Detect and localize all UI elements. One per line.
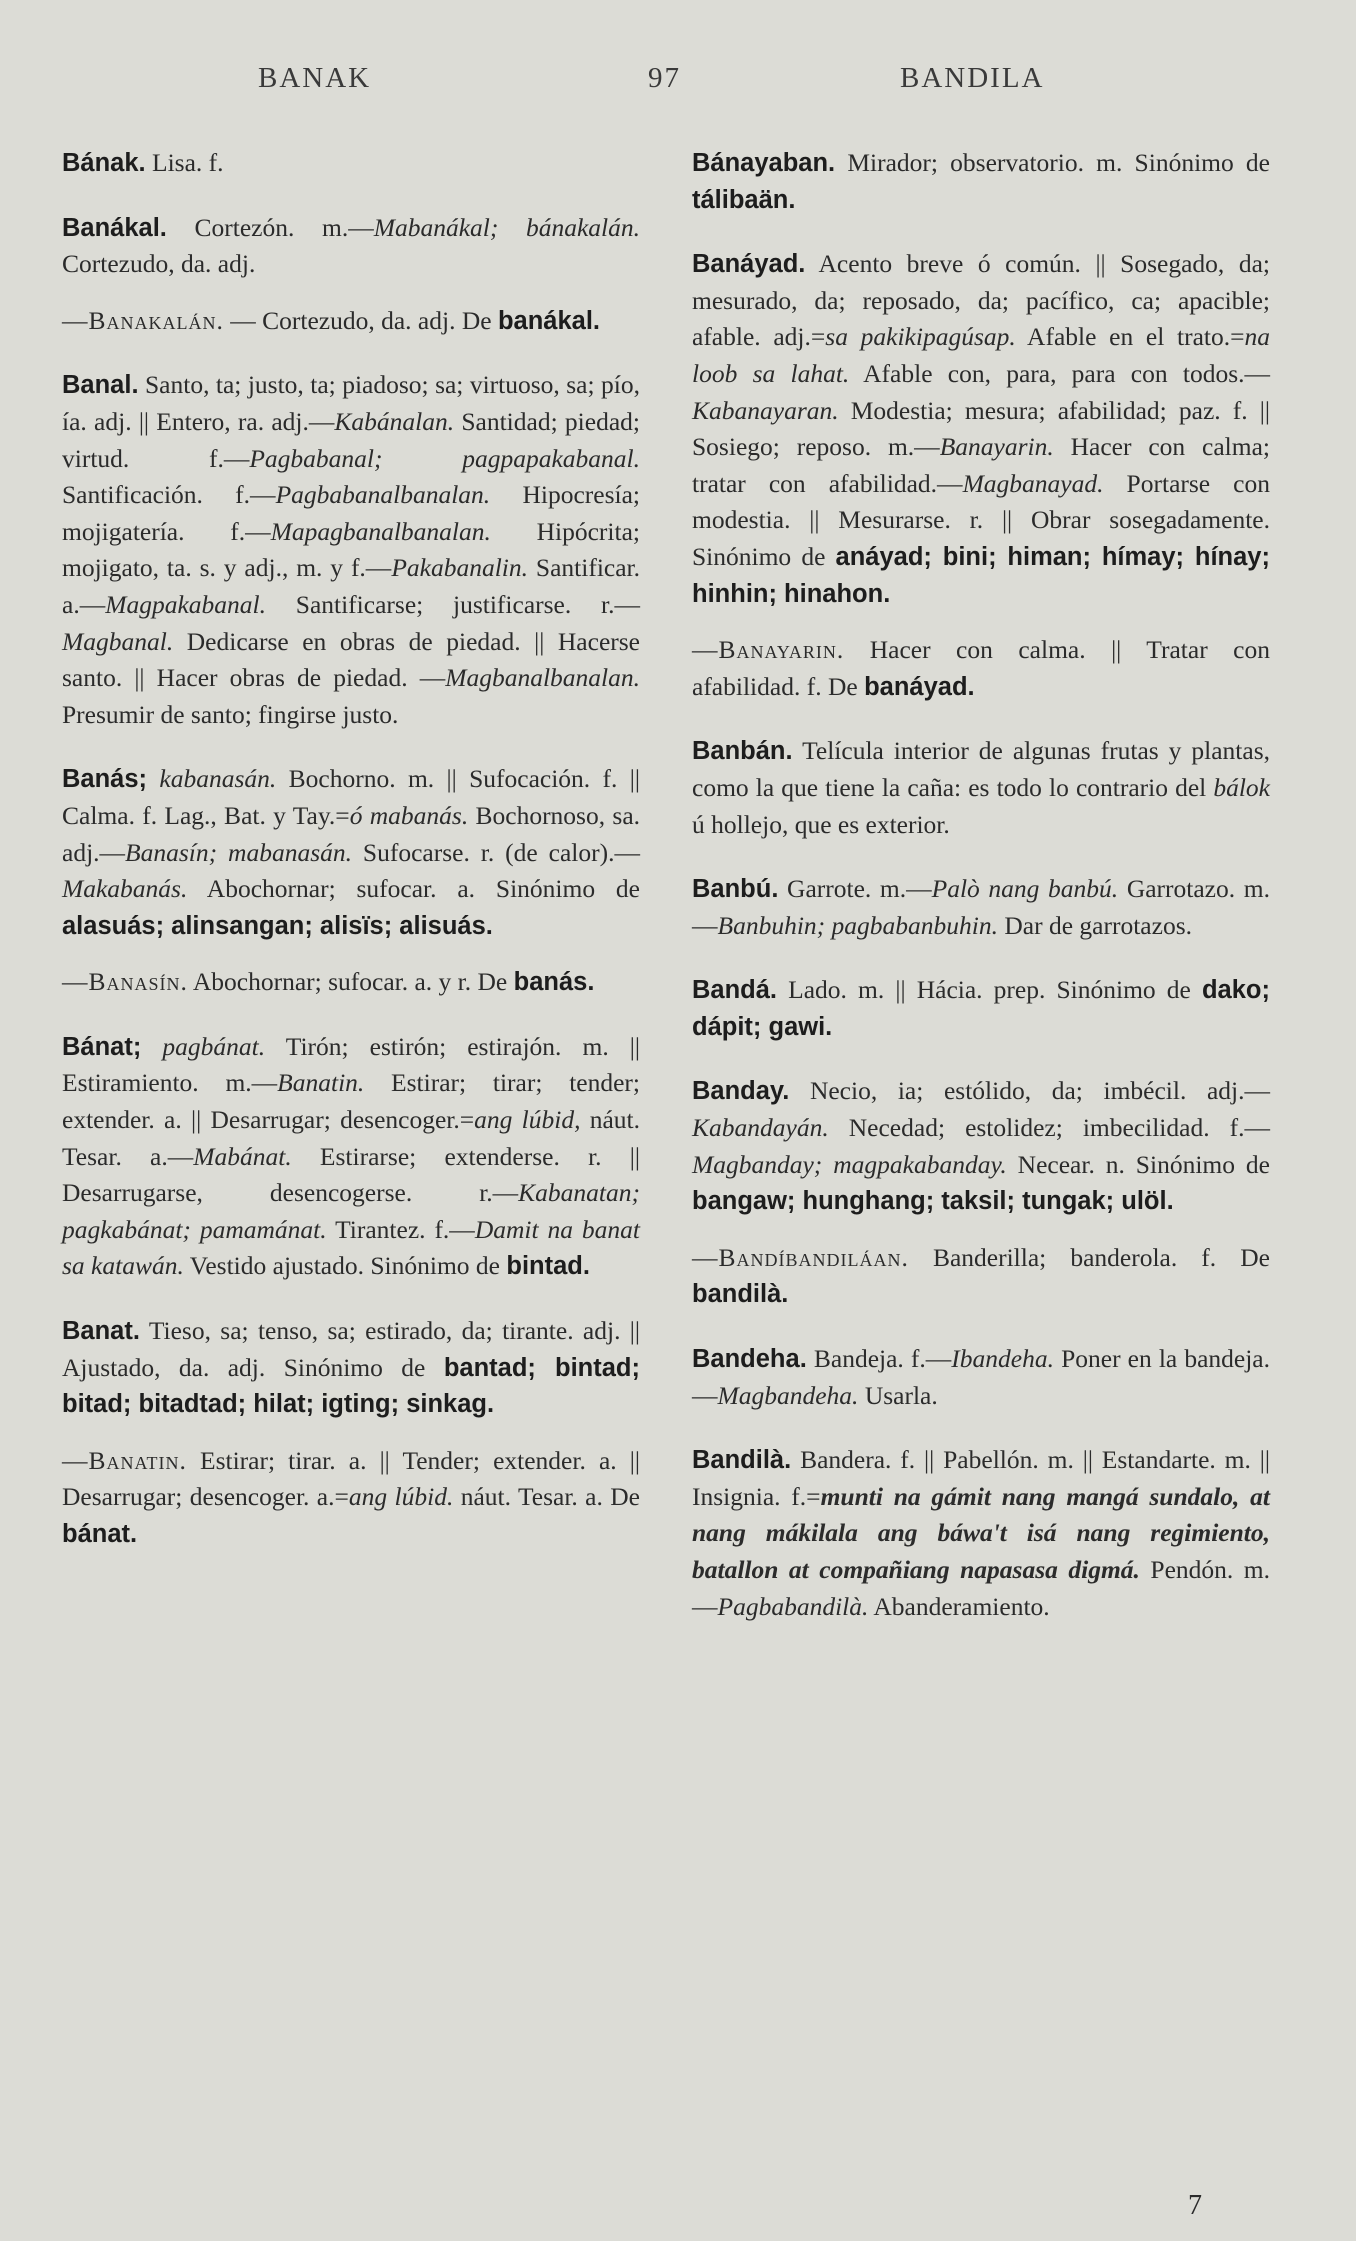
definition-text: náut. Tesar. a. De <box>453 1482 641 1512</box>
definition-text: Dedicarse en obras de piedad. || Hacerse santo. || Hacer obras de piedad. — <box>62 626 640 693</box>
italic-derivative: Mabánat. <box>193 1141 292 1171</box>
dictionary-entry <box>692 871 1270 944</box>
headword: Banat. <box>62 1317 140 1346</box>
definition-text: Abochornar; sufocar. a. Sinónimo de <box>187 874 640 904</box>
definition-text: Abanderamiento. <box>868 1591 1050 1621</box>
synonym-list: bantad; bintad; bitad; bitadtad; hilat; igting; sinkag. <box>62 1353 641 1419</box>
italic-derivative: ang lúbid. <box>348 1482 454 1512</box>
definition-text: Poner en la bandeja.— <box>692 1344 1270 1410</box>
italic-derivative: Kabánalan. <box>334 406 455 436</box>
definition-text: Estirarse; extenderse. r. || Desarrugarse, desencogerse. r.— <box>62 1141 640 1208</box>
headword: Banal. <box>62 371 139 400</box>
dictionary-entry <box>62 367 640 733</box>
dictionary-entry <box>692 1341 1270 1414</box>
bold-italic-gloss: munti na gámit nang mangá sundalo, at nang mákilala ang báwa't isá nang regimiento, batallon at compañiang napasasa digmá. <box>692 1481 1270 1584</box>
definition-text: Santidad; piedad; virtud. f.— <box>62 406 640 473</box>
definition-text: Afable con, para, para con todos.— <box>849 358 1270 388</box>
headword: Banákal. <box>62 213 167 242</box>
dictionary-entry <box>692 972 1270 1045</box>
synonym-list: banás. <box>513 968 595 997</box>
headword: Bandá. <box>692 976 778 1005</box>
left-column <box>62 145 640 1581</box>
sub-headword: —Banasín. <box>62 967 188 997</box>
italic-derivative: na loob sa lahat. <box>692 322 1270 388</box>
right-column <box>692 145 1270 1653</box>
definition-text: Garrotazo. m.— <box>692 874 1270 940</box>
definition-text: Portarse con modestia. || Mesurarse. r. || Obrar sosegadamente. Sinónimo de <box>692 468 1270 571</box>
synonym-list: dako; dápit; gawi. <box>692 976 1270 1041</box>
dictionary-entry <box>62 145 640 182</box>
dictionary-entry <box>62 303 640 340</box>
headword: Banáyad. <box>692 250 806 279</box>
italic-derivative: Magbanal. <box>62 626 174 656</box>
definition-text: Cortezón. m.— <box>166 212 374 242</box>
headword: Bának. <box>62 149 146 177</box>
italic-derivative: Pagbabanal; pagpapakabanal. <box>249 443 640 473</box>
definition-text: Lado. m. || Hácia. prep. Sinónimo de <box>777 975 1202 1005</box>
italic-derivative: Ibandeha. <box>951 1344 1054 1374</box>
headword: Banbán. <box>692 737 793 766</box>
dictionary-entry <box>692 733 1270 843</box>
definition-text: Usarla. <box>858 1380 938 1410</box>
italic-derivative: Banatin. <box>277 1068 365 1098</box>
definition-text: Dar de garrotazos. <box>998 910 1192 940</box>
definition-text: Abochornar; sufocar. a. y r. De <box>187 967 514 997</box>
italic-derivative: Mapagbanalbanalan. <box>270 516 491 546</box>
italic-derivative: Palò nang banbú. <box>931 874 1119 904</box>
headword: Bánayaban. <box>692 149 836 177</box>
definition-text: Estirar; tirar. a. || Tender; extender. a. || Desarrugar; desencoger. a.= <box>62 1445 640 1512</box>
italic-derivative: bálok <box>1213 772 1270 802</box>
definition-text: Vestido ajustado. Sinónimo de <box>183 1251 507 1281</box>
synonym-list: banáyad. <box>864 672 975 701</box>
definition-text: Necear. n. Sinónimo de <box>1006 1149 1270 1179</box>
definition-text: Hipocresía; mojigatería. f.— <box>62 480 640 546</box>
dictionary-entry <box>692 1240 1270 1313</box>
headword: Bandeha. <box>692 1345 807 1374</box>
italic-derivative: Kabanayaran. <box>692 395 839 425</box>
dictionary-entry <box>62 1029 640 1285</box>
definition-text: Bandeja. f.— <box>806 1344 952 1374</box>
sub-headword: —Banatin. <box>62 1445 187 1475</box>
signature-number: 7 <box>1188 2190 1202 2221</box>
italic-derivative: Pagbabandilà. <box>717 1591 869 1621</box>
synonym-list: bangaw; hunghang; taksil; tungak; ulöl. <box>692 1187 1174 1216</box>
synonym-list: anáyad; bini; himan; hímay; hínay; hinhin; hinahon. <box>692 542 1270 608</box>
definition-text: Tieso, sa; tenso, sa; estirado, da; tirante. adj. || Ajustado, da. adj. Sinónimo de <box>62 1316 640 1382</box>
definition-text: Sufocarse. r. (de calor).— <box>352 837 640 867</box>
dictionary-entry <box>62 964 640 1001</box>
definition-text: Santificar. a.— <box>62 553 640 619</box>
italic-derivative: Kabanatan; pagkabánat; pamamánat. <box>62 1178 640 1244</box>
definition-text: Presumir de santo; fingirse justo. <box>62 699 399 729</box>
italic-derivative: Makabanás. <box>62 874 188 904</box>
definition-text: Cortezudo, da. adj. <box>62 249 256 279</box>
synonym-list: bintad. <box>506 1252 590 1281</box>
synonym-list: banákal. <box>497 306 600 335</box>
dictionary-entry <box>62 1443 640 1553</box>
definition-text: Hacer con calma; tratar con afabilidad.— <box>692 432 1271 498</box>
italic-derivative: Banasín; mabanasán. <box>125 837 352 867</box>
page-number-header: 97 <box>648 62 681 94</box>
headword: Banday. <box>692 1077 790 1106</box>
italic-derivative: Magbanalbanalan. <box>445 663 640 693</box>
definition-text: Afable en el trato.= <box>1015 322 1245 352</box>
dictionary-entry <box>62 210 640 283</box>
running-head-left: BANAK <box>258 62 372 94</box>
running-head-right: BANDILA <box>900 62 1045 94</box>
dictionary-entry <box>692 1073 1270 1219</box>
italic-derivative: Kabandayán. <box>692 1113 829 1143</box>
italic-derivative: Magbandeha. <box>717 1380 859 1410</box>
definition-text: Bochorno. m. || Sufocación. f. || Calma. f. Lag., Bat. y Tay.= <box>62 764 640 830</box>
headword: Bandilà. <box>692 1446 792 1475</box>
definition-text: Mirador; observatorio. m. Sinónimo de <box>835 148 1270 177</box>
headword: Bánat; <box>62 1032 142 1061</box>
synonym-list: bandilà. <box>692 1280 789 1309</box>
headword: Banás; <box>62 765 148 794</box>
definition-text: ú hollejo, que es exterior. <box>692 809 950 839</box>
definition-text: náut. Tesar. a.— <box>62 1105 641 1171</box>
definition-text: Santificación. f.— <box>62 480 276 510</box>
definition-text: Tirón; estirón; estirajón. m. || Estiramiento. m.— <box>62 1031 640 1098</box>
dictionary-entry <box>692 1442 1270 1625</box>
definition-text: Pendón. m.— <box>692 1555 1270 1621</box>
italic-derivative: ang lúbid, <box>474 1105 581 1135</box>
dictionary-entry <box>692 632 1270 705</box>
italic-derivative: Pakabanalin. <box>391 553 529 583</box>
definition-text: Necedad; estolidez; imbecilidad. f.— <box>828 1113 1270 1143</box>
dictionary-entry <box>62 1313 640 1423</box>
definition-text: Modestia; mesura; afabilidad; paz. f. || Sosiego; reposo. m.— <box>692 395 1270 462</box>
italic-derivative: pagbánat. <box>141 1031 266 1061</box>
synonym-list: tálibaän. <box>692 185 796 214</box>
italic-derivative: Banayarin. <box>939 432 1054 462</box>
synonym-list: alasuás; alinsangan; alisïs; alisuás. <box>62 911 493 940</box>
definition-text: Bochornoso, sa. adj.— <box>62 800 641 867</box>
definition-text: Garrote. m.— <box>778 874 932 904</box>
definition-text: Hacer con calma. || Tratar con afabilidad. f. De <box>692 635 1270 701</box>
dictionary-entry <box>692 145 1270 218</box>
definition-text: Lisa. f. <box>145 148 224 177</box>
italic-derivative: sa pakikipagúsap. <box>825 322 1016 352</box>
definition-text: Estirar; tirar; tender; extender. a. || Desarrugar; desencoger.= <box>62 1068 640 1135</box>
definition-text: Banderilla; banderola. f. De <box>908 1242 1270 1272</box>
definition-text: Necio, ia; estólido, da; imbécil. adj.— <box>789 1076 1270 1106</box>
definition-text: Acento breve ó común. || Sosegado, da; mesurado, da; reposado, da; pacífico, ca; apacible; afable. adj.= <box>692 249 1270 352</box>
sub-headword: —Bandíbandiláan. <box>692 1242 909 1272</box>
italic-derivative: Magpakabanal. <box>105 589 266 619</box>
italic-derivative: Pagbabanalbanalan. <box>275 480 491 510</box>
definition-text: Bandera. f. || Pabellón. m. || Estandarte. m. || Insignia. f.= <box>692 1445 1270 1511</box>
definition-text: Telícula interior de algunas frutas y plantas, como la que tiene la caña: es todo lo contrario del <box>692 736 1270 802</box>
definition-text: — Cortezudo, da. adj. De <box>223 305 498 335</box>
headword: Banbú. <box>692 875 779 904</box>
sub-headword: —Banayarin. <box>692 635 845 665</box>
definition-text: Hipócrita; mojigato, ta. s. y adj., m. y f.— <box>62 516 640 583</box>
italic-derivative: Damit na banat sa katawán. <box>62 1214 641 1281</box>
italic-derivative: Mabanákal; bánakalán. <box>373 212 640 242</box>
italic-derivative: Magbanayad. <box>962 468 1104 498</box>
italic-derivative: kabanasán. <box>147 764 277 794</box>
italic-derivative: Magbanday; magpakabanday. <box>692 1149 1007 1179</box>
italic-derivative: Banbuhin; pagbabanbuhin. <box>717 910 998 940</box>
definition-text: Santo, ta; justo, ta; piadoso; sa; virtuoso, sa; pío, ía. adj. || Entero, ra. adj.— <box>62 370 640 436</box>
definition-text: Tirantez. f.— <box>326 1214 475 1244</box>
dictionary-entry <box>692 246 1270 612</box>
definition-text: Santificarse; justificarse. r.— <box>265 589 640 619</box>
dictionary-entry <box>62 761 640 944</box>
sub-headword: —Banakalán. <box>62 305 224 335</box>
synonym-list: bánat. <box>62 1520 138 1548</box>
italic-derivative: ó mabanás. <box>349 800 469 830</box>
